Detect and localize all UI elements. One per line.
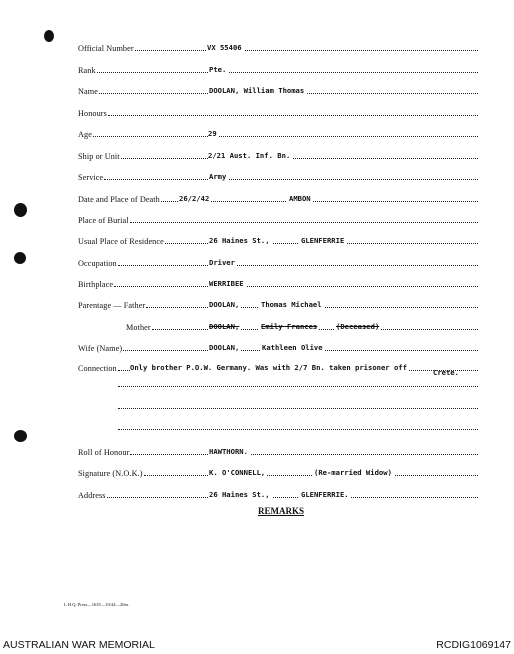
place-of-burial-label: Place of Burial (78, 216, 129, 225)
address-suburb-value: GLENFERRIE. (301, 490, 349, 499)
ship-or-unit-row (78, 146, 478, 162)
occupation-row (78, 253, 478, 269)
punch-hole-3 (14, 252, 26, 264)
signature-value: K. O'CONNELL, (209, 468, 266, 477)
rank-label: Rank (78, 66, 96, 75)
usual-residence-label: Usual Place of Residence (78, 237, 164, 246)
mother-given-names-value: Emily Frances (261, 322, 318, 331)
wife-row (78, 338, 478, 354)
father-surname-value: DOOLAN, (209, 300, 240, 309)
honours-row (78, 103, 478, 119)
connection-continued: Crete. (433, 368, 459, 377)
ship-or-unit-label: Ship or Unit (78, 152, 120, 161)
date-place-death-label: Date and Place of Death (78, 195, 160, 204)
age-value: 29 (208, 129, 217, 138)
parentage-father-label: Parentage — Father (78, 301, 146, 310)
connection-label: Connection (78, 364, 117, 373)
date-of-death-value: 26/2/42 (179, 194, 210, 203)
usual-residence-street-value: 26 Haines St., (209, 236, 270, 245)
name-row (78, 81, 478, 97)
parentage-father-row (78, 295, 478, 311)
mother-surname-value: DOOLAN, (209, 322, 240, 331)
archive-name: AUSTRALIAN WAR MEMORIAL (3, 639, 155, 651)
name-value: DOOLAN, William Thomas (209, 86, 305, 95)
mother-row (78, 317, 478, 333)
rank-row (78, 60, 478, 76)
connection-line-2 (118, 386, 478, 387)
occupation-value: Driver (209, 258, 235, 267)
official-number-label: Official Number (78, 44, 134, 53)
father-given-names-value: Thomas Michael (261, 300, 322, 309)
signature-note-value: (Re-married Widow) (314, 468, 392, 477)
service-row (78, 167, 478, 183)
honours-label: Honours (78, 109, 107, 118)
wife-label: Wife (Name) (78, 344, 123, 353)
occupation-label: Occupation (78, 259, 117, 268)
address-street-value: 26 Haines St., (209, 490, 270, 499)
place-of-burial-row (78, 210, 478, 226)
connection-value: Only brother P.O.W. Germany. Was with 2/7 Bn. taken prisoner off (130, 363, 407, 372)
official-number-row (78, 38, 478, 54)
signature-label: Signature (N.O.K.) (78, 469, 143, 478)
place-of-death-value: AMBON (289, 194, 311, 203)
roll-of-honour-row (78, 442, 478, 458)
birthplace-row (78, 274, 478, 290)
official-number-value: VX 55406 (207, 43, 242, 52)
usual-residence-row (78, 231, 478, 247)
ship-or-unit-value: 2/21 Aust. Inf. Bn. (208, 151, 291, 160)
date-place-death-row (78, 189, 478, 205)
usual-residence-suburb-value: GLENFERRIE (301, 236, 345, 245)
address-row (78, 485, 478, 501)
remarks-heading: REMARKS (258, 506, 305, 516)
connection-row (78, 358, 478, 374)
connection-line-3 (118, 408, 478, 409)
age-row (78, 124, 478, 140)
service-value: Army (209, 172, 227, 181)
connection-line-4 (118, 429, 478, 430)
birthplace-label: Birthplace (78, 280, 114, 289)
punch-hole-4 (14, 430, 27, 442)
punch-hole-1 (44, 30, 54, 42)
mother-label: Mother (126, 323, 151, 332)
wife-given-names-value: Kathleen Olive (262, 343, 323, 352)
wife-surname-value: DOOLAN, (209, 343, 240, 352)
name-label: Name (78, 87, 98, 96)
punch-hole-2 (14, 203, 27, 217)
age-label: Age (78, 130, 92, 139)
service-label: Service (78, 173, 104, 182)
roll-of-honour-value: HAWTHORN. (209, 447, 248, 456)
archive-footer (0, 636, 514, 654)
address-label: Address (78, 491, 106, 500)
signature-row (78, 463, 478, 479)
printer-imprint: L.H.Q. Press—1635—10/44—20m. (64, 602, 130, 607)
mother-status-value: (Deceased) (336, 322, 380, 331)
rank-value: Pte. (209, 65, 227, 74)
birthplace-value: WERRIBEE (209, 279, 244, 288)
roll-of-honour-label: Roll of Honour (78, 448, 130, 457)
record-id: RCDIG1069147 (436, 639, 511, 651)
